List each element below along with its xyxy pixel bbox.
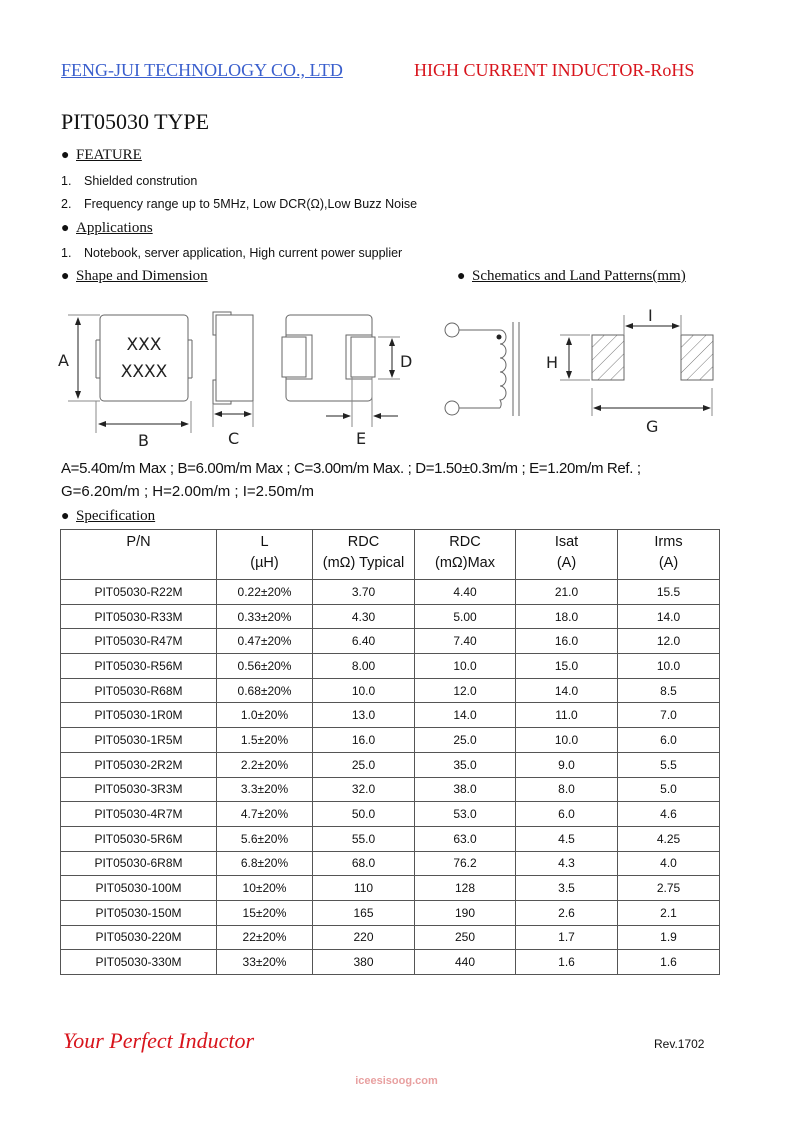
inductor-top-view: [100, 315, 188, 401]
cell-inductance: 33±20%: [217, 950, 313, 975]
header-pn: [61, 530, 217, 580]
table-row: [61, 900, 720, 925]
cell-rdc-typical: 25.0: [313, 752, 415, 777]
bullet-icon: ●: [457, 269, 466, 284]
cell-inductance: 6.8±20%: [217, 851, 313, 876]
section-label: Specification: [76, 508, 156, 524]
cell-isat: 21.0: [516, 580, 618, 605]
cell-isat: 1.6: [516, 950, 618, 975]
cell-irms: 4.6: [618, 802, 720, 827]
dim-label-e: E: [356, 429, 367, 448]
cell-inductance: 5.6±20%: [217, 826, 313, 851]
section-label: Schematics and Land Patterns(mm): [472, 268, 686, 284]
cell-isat: 8.0: [516, 777, 618, 802]
cell-inductance: 15±20%: [217, 900, 313, 925]
cell-isat: 6.0: [516, 802, 618, 827]
polarity-dot-icon: [497, 335, 502, 340]
cell-part-number: PIT05030-150M: [61, 900, 217, 925]
dim-label-g: G: [646, 417, 659, 436]
item-text: Frequency range up to 5MHz, Low DCR(Ω),Low Buzz Noise: [84, 197, 418, 211]
section-label: FEATURE: [76, 147, 142, 163]
shape-dimension-drawing: [50, 290, 430, 450]
cell-rdc-max: 10.0: [415, 654, 516, 679]
header-line1: Isat: [554, 534, 579, 550]
cell-inductance: 2.2±20%: [217, 752, 313, 777]
terminal-icon: [445, 323, 459, 337]
cell-rdc-max: 35.0: [415, 752, 516, 777]
cell-inductance: 0.22±20%: [217, 580, 313, 605]
cell-rdc-typical: 110: [313, 876, 415, 901]
bullet-icon: ●: [61, 221, 70, 236]
land-pad: [681, 335, 713, 380]
header-inductance: [217, 530, 313, 580]
cell-inductance: 0.47±20%: [217, 629, 313, 654]
cell-isat: 10.0: [516, 728, 618, 753]
cell-isat: 2.6: [516, 900, 618, 925]
cell-inductance: 1.5±20%: [217, 728, 313, 753]
cell-isat: 9.0: [516, 752, 618, 777]
header-line1: RDC: [347, 534, 380, 550]
cell-irms: 6.0: [618, 728, 720, 753]
cell-rdc-max: 5.00: [415, 604, 516, 629]
table-row: [61, 925, 720, 950]
table-row: [61, 654, 720, 679]
cell-inductance: 0.68±20%: [217, 678, 313, 703]
section-label: Shape and Dimension: [76, 268, 208, 284]
cell-part-number: PIT05030-R56M: [61, 654, 217, 679]
terminal-icon: [445, 401, 459, 415]
marking-line1: XXX: [126, 335, 162, 355]
product-line-title: HIGH CURRENT INDUCTOR-RoHS: [414, 60, 695, 80]
dim-label-i: I: [648, 306, 653, 325]
header-line2: (mΩ)Max: [435, 555, 495, 571]
item-number: 1.: [61, 174, 72, 188]
cell-rdc-typical: 16.0: [313, 728, 415, 753]
dim-label-c: C: [228, 429, 240, 448]
cell-rdc-typical: 50.0: [313, 802, 415, 827]
table-row: [61, 678, 720, 703]
item-number: 1.: [61, 246, 72, 260]
table-row: [61, 728, 720, 753]
cell-rdc-typical: 4.30: [313, 604, 415, 629]
dim-label-b: B: [138, 431, 149, 450]
cell-rdc-max: 12.0: [415, 678, 516, 703]
table-row: [61, 629, 720, 654]
table-row: [61, 580, 720, 605]
cell-irms: 15.5: [618, 580, 720, 605]
header-line2: (A): [556, 555, 577, 571]
cell-rdc-typical: 6.40: [313, 629, 415, 654]
cell-rdc-max: 128: [415, 876, 516, 901]
header-rdc-max: [415, 530, 516, 580]
cell-rdc-max: 250: [415, 925, 516, 950]
cell-irms: 5.0: [618, 777, 720, 802]
header-line2: (mΩ) Typical: [322, 555, 405, 571]
cell-isat: 11.0: [516, 703, 618, 728]
marking-line2: XXXX: [120, 362, 168, 382]
cell-part-number: PIT05030-1R0M: [61, 703, 217, 728]
cell-inductance: 10±20%: [217, 876, 313, 901]
cell-rdc-max: 190: [415, 900, 516, 925]
cell-isat: 14.0: [516, 678, 618, 703]
company-name-link[interactable]: FENG-JUI TECHNOLOGY CO., LTD: [61, 60, 343, 80]
cell-rdc-typical: 3.70: [313, 580, 415, 605]
bullet-icon: ●: [61, 148, 70, 163]
cell-isat: 4.5: [516, 826, 618, 851]
bullet-icon: ●: [61, 269, 70, 284]
section-applications-heading: [61, 219, 153, 238]
dim-label-d: D: [400, 352, 413, 371]
cell-part-number: PIT05030-6R8M: [61, 851, 217, 876]
table-row: [61, 851, 720, 876]
cell-irms: 5.5: [618, 752, 720, 777]
cell-part-number: PIT05030-2R2M: [61, 752, 217, 777]
cell-rdc-max: 53.0: [415, 802, 516, 827]
cell-inductance: 1.0±20%: [217, 703, 313, 728]
cell-irms: 14.0: [618, 604, 720, 629]
feature-item: [61, 173, 197, 189]
cell-isat: 4.3: [516, 851, 618, 876]
footer-slogan: Your Perfect Inductor: [63, 1028, 255, 1053]
cell-rdc-max: 76.2: [415, 851, 516, 876]
cell-inductance: 22±20%: [217, 925, 313, 950]
cell-irms: 4.25: [618, 826, 720, 851]
feature-item: [61, 196, 417, 212]
header-rdc-typical: [313, 530, 415, 580]
cell-inductance: 0.56±20%: [217, 654, 313, 679]
cell-irms: 1.6: [618, 950, 720, 975]
cell-rdc-max: 14.0: [415, 703, 516, 728]
cell-rdc-typical: 68.0: [313, 851, 415, 876]
item-text: Shielded constrution: [84, 174, 198, 188]
table-row: [61, 950, 720, 975]
cell-rdc-max: 38.0: [415, 777, 516, 802]
dim-label-a: A: [58, 351, 69, 370]
cell-irms: 4.0: [618, 851, 720, 876]
cell-irms: 10.0: [618, 654, 720, 679]
table-header-row: [61, 530, 720, 580]
application-item: [61, 245, 402, 261]
table-row: [61, 604, 720, 629]
cell-rdc-max: 25.0: [415, 728, 516, 753]
header-irms: [618, 530, 720, 580]
coil-icon: [500, 330, 506, 408]
cell-part-number: PIT05030-330M: [61, 950, 217, 975]
section-label: Applications: [76, 220, 153, 236]
cell-part-number: PIT05030-R68M: [61, 678, 217, 703]
header-line2: (µH): [250, 555, 279, 571]
cell-rdc-typical: 10.0: [313, 678, 415, 703]
table-row: [61, 802, 720, 827]
table-row: [61, 826, 720, 851]
cell-rdc-max: 7.40: [415, 629, 516, 654]
cell-part-number: PIT05030-4R7M: [61, 802, 217, 827]
cell-rdc-typical: 13.0: [313, 703, 415, 728]
table-row: [61, 703, 720, 728]
watermark-text: iceesisoog.com: [355, 1075, 438, 1087]
cell-part-number: PIT05030-5R6M: [61, 826, 217, 851]
cell-irms: 2.75: [618, 876, 720, 901]
cell-inductance: 3.3±20%: [217, 777, 313, 802]
dim-label-h: H: [546, 353, 559, 372]
cell-isat: 3.5: [516, 876, 618, 901]
header-isat: [516, 530, 618, 580]
cell-irms: 12.0: [618, 629, 720, 654]
item-number: 2.: [61, 197, 72, 211]
cell-isat: 16.0: [516, 629, 618, 654]
dimension-values-line2: G=6.20m/m ; H=2.00m/m ; I=2.50m/m: [61, 483, 315, 500]
cell-part-number: PIT05030-220M: [61, 925, 217, 950]
section-schematics-heading: [457, 267, 686, 286]
header-line1: Irms: [654, 534, 683, 550]
specification-table: [60, 529, 720, 975]
item-text: Notebook, server application, High current power supplier: [84, 246, 403, 260]
cell-rdc-typical: 380: [313, 950, 415, 975]
page-title: PIT05030 TYPE: [61, 109, 210, 134]
section-specification-heading: [61, 507, 155, 526]
section-shape-heading: [61, 267, 208, 286]
cell-rdc-typical: 165: [313, 900, 415, 925]
cell-isat: 1.7: [516, 925, 618, 950]
cell-rdc-max: 4.40: [415, 580, 516, 605]
dimension-values-line1: A=5.40m/m Max ; B=6.00m/m Max ; C=3.00m/m Max. ; D=1.50±0.3m/m ; E=1.20m/m Ref. ;: [61, 460, 641, 477]
table-row: [61, 777, 720, 802]
cell-irms: 8.5: [618, 678, 720, 703]
header-line1: P/N: [126, 534, 151, 550]
cell-irms: 7.0: [618, 703, 720, 728]
table-row: [61, 876, 720, 901]
header-line2: [61, 553, 216, 574]
cell-inductance: 0.33±20%: [217, 604, 313, 629]
cell-rdc-typical: 8.00: [313, 654, 415, 679]
section-feature-heading: [61, 146, 142, 165]
cell-inductance: 4.7±20%: [217, 802, 313, 827]
cell-rdc-typical: 55.0: [313, 826, 415, 851]
cell-isat: 15.0: [516, 654, 618, 679]
cell-rdc-max: 63.0: [415, 826, 516, 851]
header-line1: RDC: [449, 534, 481, 550]
bullet-icon: ●: [61, 509, 70, 524]
cell-irms: 1.9: [618, 925, 720, 950]
cell-part-number: PIT05030-100M: [61, 876, 217, 901]
table-row: [61, 752, 720, 777]
header-line2: (A): [658, 555, 679, 571]
cell-rdc-max: 440: [415, 950, 516, 975]
schematic-land-pattern-drawing: [420, 290, 740, 450]
cell-part-number: PIT05030-R47M: [61, 629, 217, 654]
cell-isat: 18.0: [516, 604, 618, 629]
cell-rdc-typical: 32.0: [313, 777, 415, 802]
cell-part-number: PIT05030-3R3M: [61, 777, 217, 802]
cell-part-number: PIT05030-R22M: [61, 580, 217, 605]
cell-part-number: PIT05030-R33M: [61, 604, 217, 629]
header-line1: L: [260, 534, 269, 550]
land-pad: [592, 335, 624, 380]
revision-number: Rev.1702: [654, 1037, 705, 1051]
cell-part-number: PIT05030-1R5M: [61, 728, 217, 753]
cell-irms: 2.1: [618, 900, 720, 925]
cell-rdc-typical: 220: [313, 925, 415, 950]
